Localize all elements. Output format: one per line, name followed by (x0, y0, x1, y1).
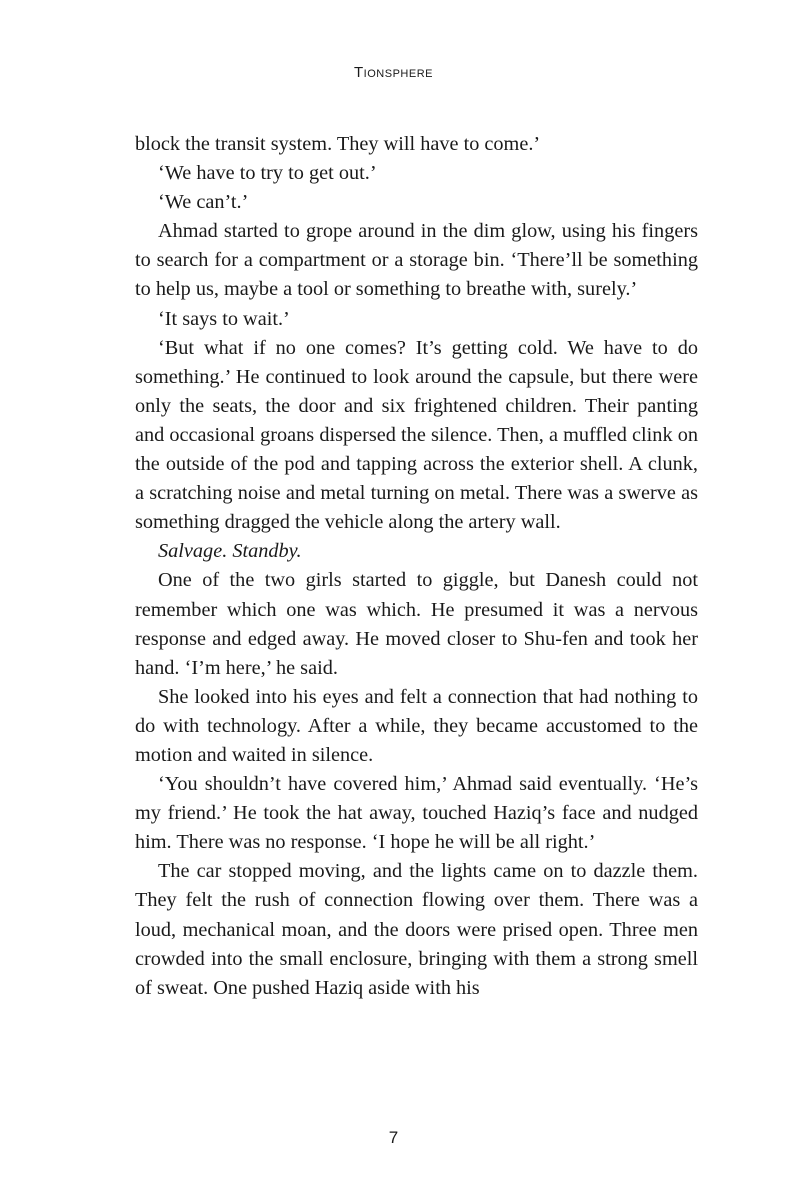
paragraph: ‘We can’t.’ (158, 191, 249, 214)
paragraph: One of the two girls started to giggle, but Danesh could not remember which one was which. He presumed it was a nervous response and edged away. He moved closer to Shu-fen and took her hand. ‘I’m here,’ he said. (135, 569, 698, 679)
paragraph: The car stopped moving, and the lights came on to dazzle them. They felt the rush of connection flowing over them. There was a loud, mechanical moan, and the doors were prised open. Three men crowded into the small enclosure, bringing with them a strong smell of sweat. One pushed Haziq aside with his (135, 860, 698, 999)
paragraph-continued: block the transit system. They will have to come.’ (135, 133, 541, 155)
paragraph: ‘You shouldn’t have covered him,’ Ahmad said eventually. ‘He’s my friend.’ He took the hat away, touched Haziq’s face and nudged him. There was no response. ‘I hope he will be all right.’ (135, 773, 698, 854)
paragraph: ‘But what if no one comes? It’s getting cold. We have to do something.’ He continued to look around the capsule, but there were only the seats, the door and six frightened children. Their panting and occasional groans dispersed the silence. Then, a muffled clink on the outside of the pod and tapping across the exterior shell. A clunk, a scratching noise and metal turning on metal. There was a swerve as something dragged the vehicle along the artery wall. (135, 336, 698, 534)
paragraph: ‘We have to try to get out.’ (158, 162, 377, 185)
paragraph-italic: Salvage. Standby. (158, 540, 302, 563)
running-head: Tionsphere (354, 64, 433, 81)
paragraph: She looked into his eyes and felt a connection that had nothing to do with technology. After a while, they became accustomed to the motion and waited in silence. (135, 685, 698, 766)
paragraph: Ahmad started to grope around in the dim glow, using his fingers to search for a compartment or a storage bin. ‘There’ll be something to help us, maybe a tool or something to breathe with, surely.’ (135, 220, 698, 301)
body-text (135, 130, 698, 1003)
page-number: 7 (388, 1128, 399, 1147)
paragraph: ‘It says to wait.’ (158, 307, 290, 330)
